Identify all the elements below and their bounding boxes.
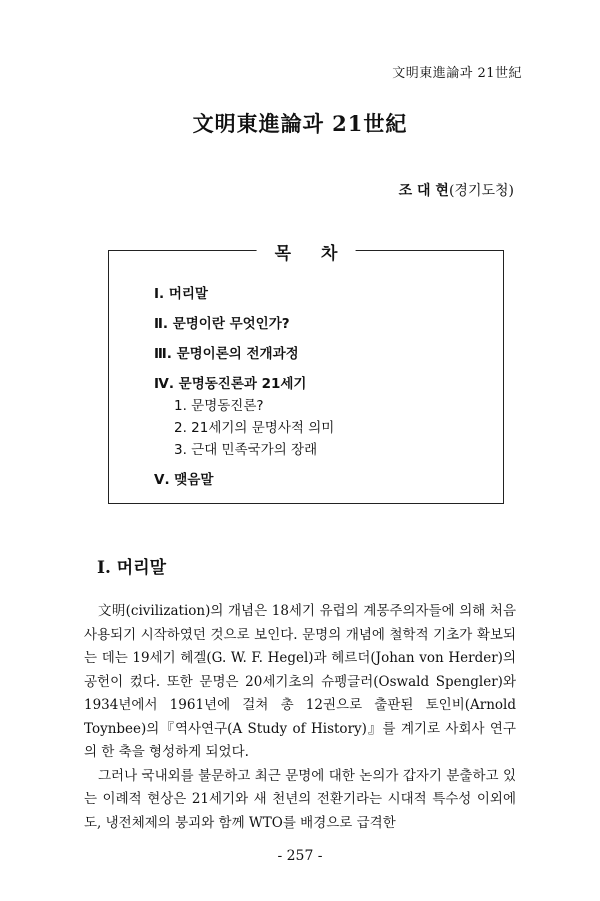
toc-subitem-4-2: 2. 21세기의 문명사적 의미 bbox=[174, 420, 335, 436]
paragraph-2: 그러나 국내외를 불문하고 최근 문명에 대한 논의가 갑자기 분출하고 있는 이례적 현상은 21세기와 새 천년의 전환기라는 시대적 특수성 이외에도, 냉전체제의 붕괴와 함께 WTO를 배경으로 급격한 bbox=[84, 767, 516, 831]
toc-list bbox=[154, 285, 334, 501]
page-number: - 257 - bbox=[277, 848, 323, 864]
toc-subitem-4-3: 3. 근대 민족국가의 장래 bbox=[174, 442, 318, 458]
body-text bbox=[84, 600, 516, 835]
toc-item-1: Ⅰ. 머리말 bbox=[154, 286, 208, 302]
toc-item-4: Ⅳ. 문명동진론과 21세기 bbox=[154, 376, 307, 392]
toc-title: 목차 bbox=[257, 239, 356, 264]
toc-subitem-4-1: 1. 문명동진론? bbox=[174, 398, 264, 414]
paragraph-1: 文明(civilization)의 개념은 18세기 유럽의 계몽주의자들에 의해 처음 사용되기 시작하였던 것으로 보인다. 문명의 개념에 철학적 기초가 확보되는 데는 19세기 헤겔(G. W. F. Hegel)과 헤르더(Johan von Herder)의 공헌이 컸다. 또한 문명은 20세기초의 슈펭글러(Oswald Spengler)와 1934년에서 1961년에 걸쳐 총 12권으로 출판된 토인비(Arnold Toynbee)의『역사연구(A Study of History)』를 계기로 사회사 연구의 한 축을 형성하게 되었다. bbox=[84, 603, 516, 760]
table-of-contents bbox=[108, 244, 504, 504]
author-line bbox=[399, 180, 514, 200]
toc-item-3: Ⅲ. 문명이론의 전개과정 bbox=[154, 346, 299, 362]
author-affiliation: (경기도청) bbox=[448, 183, 514, 199]
section-heading: Ⅰ. 머리말 bbox=[97, 558, 167, 578]
toc-item-5: Ⅴ. 맺음말 bbox=[154, 472, 214, 488]
author-name: 조 대 현 bbox=[398, 183, 449, 199]
page-title: 文明東進論과 21世紀 bbox=[192, 111, 408, 136]
toc-item-2: Ⅱ. 문명이란 무엇인가? bbox=[154, 316, 290, 332]
running-header: 文明東進論과 21世紀 bbox=[392, 66, 522, 81]
